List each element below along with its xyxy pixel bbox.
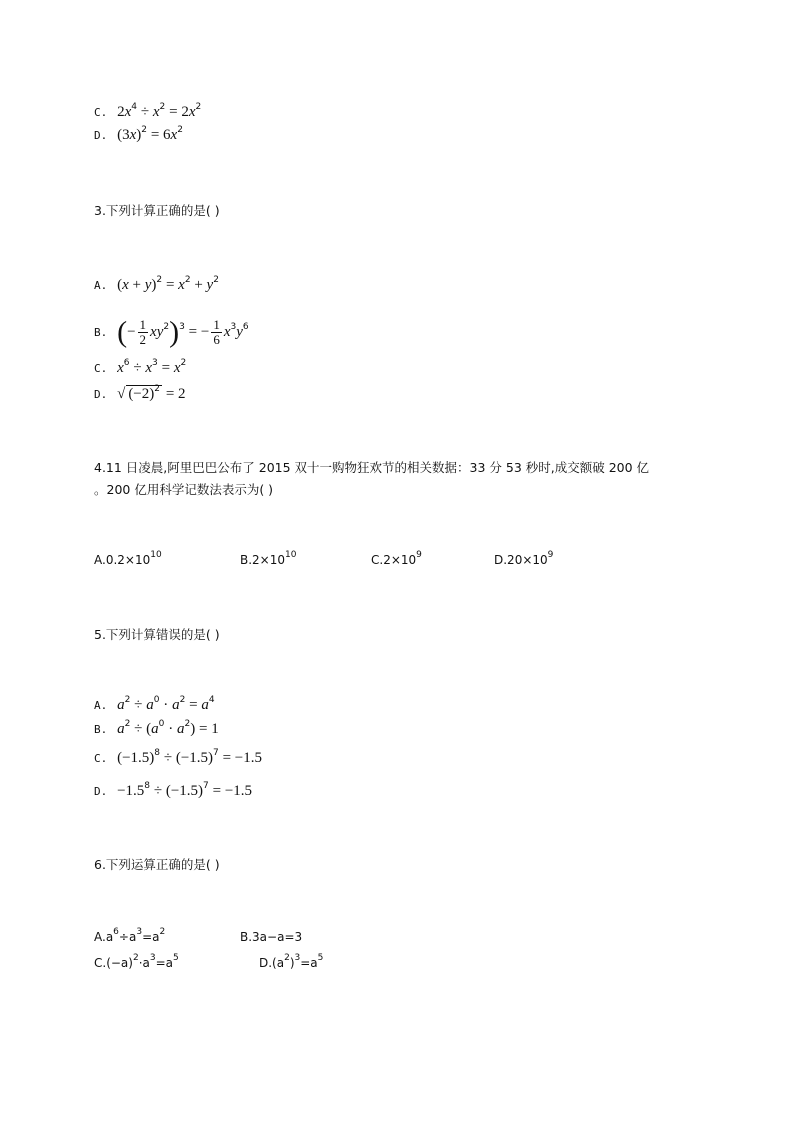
q2-option-d: D. $(3x)^2 = 6x^2$ bbox=[94, 125, 183, 143]
q3-option-b-label: B. bbox=[94, 326, 108, 339]
q6-option-d: $D.(a^2)^3=a^5$ bbox=[259, 953, 324, 970]
q5-option-c: C. $(-1.5)^8 \div (-1.5)^7 = -1.5$ bbox=[94, 748, 263, 766]
q4-option-b: $B.2\times 10^{10}$ bbox=[240, 550, 297, 567]
q5-stem: 5.下列计算错误的是( ) bbox=[94, 627, 220, 642]
q5-option-d: D. $-1.5^8 \div (-1.5)^7 = -1.5$ bbox=[94, 781, 253, 799]
q5-option-b-label: B. bbox=[94, 723, 108, 736]
q3-option-b: B. (− $\frac{1}{2}$ $xy^2)^3$ = − $\frac{1}{6}$ $x^3y^6$ bbox=[94, 315, 249, 349]
q3-option-a: A. $(x + y)^2 = x^2 + y^2$ bbox=[94, 275, 219, 293]
q3-option-c-label: C. bbox=[94, 362, 108, 375]
q2-option-d-label: D. bbox=[94, 129, 108, 142]
q5-option-a: A. $a^2 \div a^0 \cdot a^2 = a^4$ bbox=[94, 695, 215, 713]
fraction-one-half: $\frac{1}{2}$ bbox=[139, 317, 147, 347]
q4-stem-line1: 4.11 日凌晨,阿里巴巴公布了 2015 双十一购物狂欢节的相关数据：33 分 53 秒时,成交额破 200 亿 bbox=[94, 460, 650, 475]
q6-options-row1 bbox=[0, 929, 794, 947]
q5-option-d-label: D. bbox=[94, 785, 108, 798]
q3-stem: 3.下列计算正确的是( ) bbox=[94, 203, 220, 218]
q5-option-c-label: C. bbox=[94, 752, 108, 765]
q3-option-d-label: D. bbox=[94, 388, 108, 401]
q3-option-d: D. √ $(-2)^2 = 2$ bbox=[94, 384, 186, 402]
q5-option-a-label: A. bbox=[94, 699, 108, 712]
q4-option-a: $A.0.2\times 10^{10}$ bbox=[94, 550, 162, 567]
q6-options-row2 bbox=[0, 955, 794, 973]
fraction-one-sixth: $\frac{1}{6}$ bbox=[213, 317, 220, 347]
q4-options bbox=[0, 552, 794, 570]
q2-option-c: C. $2x^4 \div x^2 = 2x^2$ bbox=[94, 102, 202, 120]
q2-option-c-label: C. bbox=[94, 106, 108, 119]
q3-option-a-label: A. bbox=[94, 279, 108, 292]
q4-option-c: $C.2\times 10^9$ bbox=[371, 550, 422, 567]
q5-option-b: B. $a^2 \div (a^0 \cdot a^2) = 1$ bbox=[94, 719, 219, 737]
q4-stem-line2: 。200 亿用科学记数法表示为( ) bbox=[94, 482, 274, 497]
q6-option-c: $C.(-a)^2\cdot a^3=a^5$ bbox=[94, 953, 179, 970]
q6-option-a: $A.a^6\div a^3=a^2$ bbox=[94, 927, 166, 944]
q6-stem: 6.下列运算正确的是( ) bbox=[94, 857, 220, 872]
q4-option-d: $D.20\times 10^9$ bbox=[494, 550, 554, 567]
q3-option-c: C. $x^6 \div x^3 = x^2$ bbox=[94, 358, 187, 376]
q6-option-b: B.3a−a=3 bbox=[240, 930, 303, 944]
